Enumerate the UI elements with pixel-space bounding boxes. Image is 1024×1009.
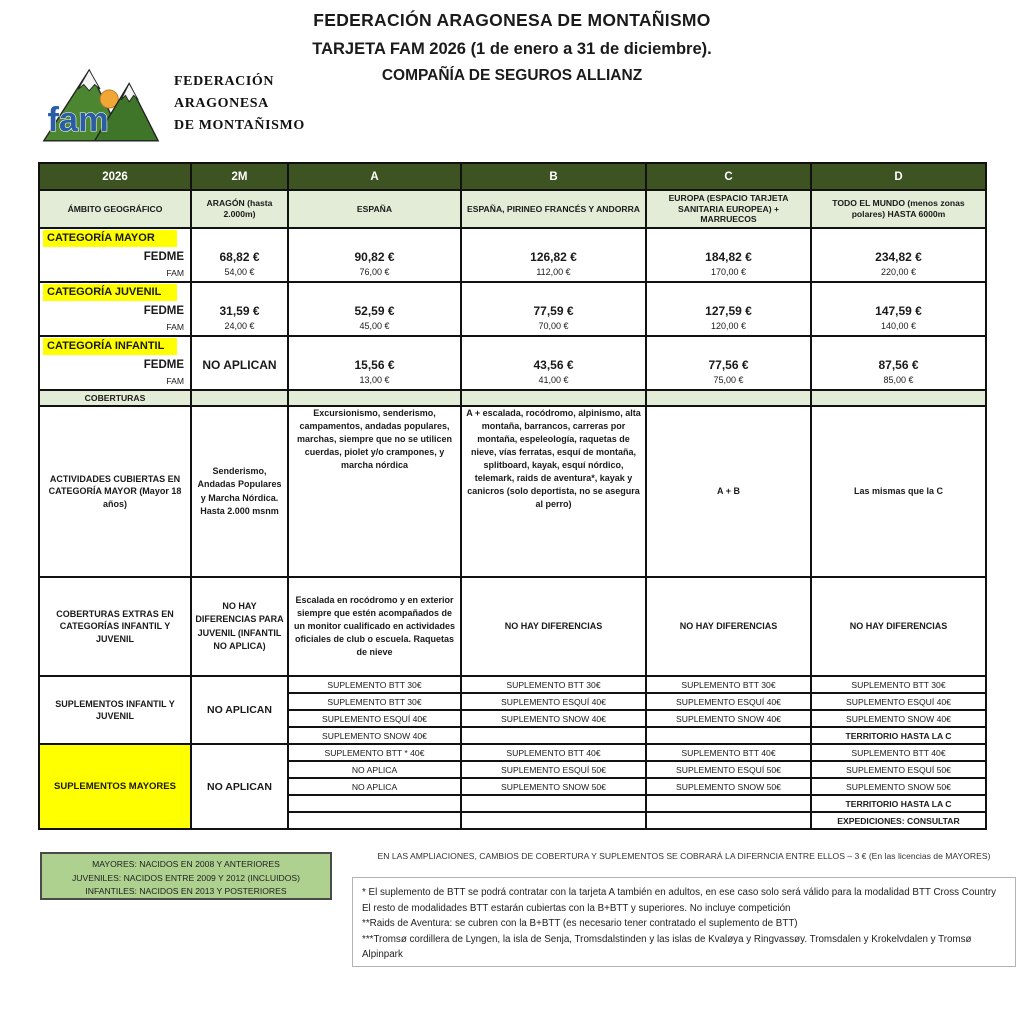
supl-cell: SUPLEMENTO BTT 40€ [811,744,986,761]
supl-mayores-label: SUPLEMENTOS MAYORES [39,744,191,829]
supl-cell: SUPLEMENTO ESQUÍ 50€ [811,761,986,778]
supl-cell [461,812,646,829]
supl-cell: SUPLEMENTO BTT 40€ [646,744,811,761]
extras-label: COBERTURAS EXTRAS EN CATEGORÍAS INFANTIL Y JUVENIL [39,577,191,676]
mountain-logo-icon [42,62,160,146]
supl-cell: SUPLEMENTO BTT 30€ [646,676,811,693]
price-cell: 77,59 € 70,00 € [461,282,646,336]
extras-a: Escalada en rocódromo y en exterior siempre que estén acompañados de un monitor cualificado en actividades oficiales de club o escuela. Raquetas de nieve [288,577,461,676]
supl-cell: SUPLEMENTO ESQUÍ 50€ [646,761,811,778]
age-line-juveniles: JUVENILES: NACIDOS ENTRE 2009 Y 2012 (INCLUIDOS) [72,872,300,883]
supl-cell: SUPLEMENTO SNOW 50€ [646,778,811,795]
fam-label: FAM [166,322,184,332]
supl-mayores-2m: NO APLICAN [191,744,288,829]
actividades-label: ACTIVIDADES CUBIERTAS EN CATEGORÍA MAYOR (Mayor 18 años) [39,406,191,577]
supl-cell: SUPLEMENTO SNOW 50€ [811,778,986,795]
categoria-infantil-row [39,336,986,390]
supl-cell: SUPLEMENTO SNOW 40€ [288,727,461,744]
category-cell [39,336,191,390]
supl-cell: SUPLEMENTO BTT * 40€ [288,744,461,761]
supl-mayores-row [39,744,986,761]
price-cell: 147,59 € 140,00 € [811,282,986,336]
footnote-btt: * El suplemento de BTT se podrá contratar con la tarjeta A también en adultos, en ese caso solo será válido para la modalidad BTT Cross Country [362,887,997,898]
price-cell: 77,56 € 75,00 € [646,336,811,390]
price-cell: 43,56 € 41,00 € [461,336,646,390]
category-label: CATEGORÍA MAYOR [43,230,177,247]
age-line-mayores: MAYORES: NACIDOS EN 2008 Y ANTERIORES [92,859,280,869]
category-cell [39,282,191,336]
ambito-2m: ARAGÓN (hasta 2.000m) [206,198,273,219]
fedme-label: FEDME [143,305,184,317]
col-year: 2026 [39,163,191,190]
footnote-raids: **Raids de Aventura: se cubren con la B+BTT (es necesario tener contratado el suplemento de BTT) [362,918,798,929]
actividades-2m: Senderismo, Andadas Populares y Marcha Nórdica. Hasta 2.000 msnm [191,406,288,577]
supl-infantil-label: SUPLEMENTOS INFANTIL Y JUVENIL [39,676,191,744]
supl-cell [461,795,646,812]
fedme-label: FEDME [143,251,184,263]
logo-org-name: FEDERACIÓN ARAGONESA DE MONTAÑISMO [174,74,305,133]
insurer-line: COMPAÑÍA DE SEGUROS ALLIANZ [381,67,643,84]
supl-cell: SUPLEMENTO BTT 30€ [461,676,646,693]
col-2m: 2M [191,163,288,190]
col-c: C [646,163,811,190]
actividades-a: Excursionismo, senderismo, campamentos, andadas populares, marchas, siempre que no se utilicen cuerdas, piolet y/o crampones, y marcha nórdica [288,406,461,577]
col-a: A [288,163,461,190]
coberturas-extras-row [39,577,986,676]
supl-cell [646,795,811,812]
supl-cell: NO APLICA [288,778,461,795]
supl-infantil-2m: NO APLICAN [191,676,288,744]
supl-cell: SUPLEMENTO SNOW 40€ [646,710,811,727]
supl-cell: SUPLEMENTO ESQUÍ 40€ [288,710,461,727]
supl-cell: SUPLEMENTO ESQUÍ 50€ [461,761,646,778]
supl-cell: NO APLICA [288,761,461,778]
supl-cell [646,727,811,744]
supl-cell: TERRITORIO HASTA LA C [811,727,986,744]
price-cell: NO APLICAN [191,336,288,390]
fedme-label: FEDME [143,359,184,371]
actividades-c: A + B [646,406,811,577]
supl-cell: SUPLEMENTO BTT 30€ [288,693,461,710]
category-label: CATEGORÍA INFANTIL [43,338,177,355]
extras-d: NO HAY DIFERENCIAS [811,577,986,676]
actividades-d: Las mismas que la C [811,406,986,577]
ambito-d: TODO EL MUNDO (menos zonas polares) HASTA 6000m [832,198,965,219]
col-d: D [811,163,986,190]
categoria-mayor-row [39,228,986,282]
pricing-table [38,162,987,830]
supl-cell: SUPLEMENTO ESQUÍ 40€ [646,693,811,710]
fam-label: FAM [166,268,184,278]
price-cell: 15,56 € 13,00 € [288,336,461,390]
price-cell: 234,82 € 220,00 € [811,228,986,282]
supl-infantil-row [39,676,986,693]
price-cell: 184,82 € 170,00 € [646,228,811,282]
supl-cell: SUPLEMENTO SNOW 50€ [461,778,646,795]
ambito-c: EUROPA (ESPACIO TARJETA SANITARIA EUROPEA) + MARRUECOS [668,192,789,225]
age-line-infantiles: INFANTILES: NACIDOS EN 2013 Y POSTERIORES [85,886,287,896]
supl-cell [461,727,646,744]
price-cell: 126,82 € 112,00 € [461,228,646,282]
age-categories-box [40,852,332,900]
supl-cell [288,812,461,829]
coberturas-label: COBERTURAS [84,393,146,403]
table-header-row [39,163,986,190]
actividades-row [39,406,986,577]
supl-cell: SUPLEMENTO SNOW 40€ [811,710,986,727]
supl-cell: SUPLEMENTO ESQUÍ 40€ [461,693,646,710]
footnotes-box [352,877,1016,967]
fam-label: FAM [166,376,184,386]
price-cell: 127,59 € 120,00 € [646,282,811,336]
price-cell: 90,82 € 76,00 € [288,228,461,282]
coberturas-divider-row [39,390,986,406]
supl-cell: SUPLEMENTO BTT 30€ [288,676,461,693]
ambito-label: ÁMBITO GEOGRÁFICO [67,203,163,214]
category-cell [39,228,191,282]
price-cell: 52,59 € 45,00 € [288,282,461,336]
supl-cell: SUPLEMENTO BTT 30€ [811,676,986,693]
page-title: FEDERACIÓN ARAGONESA DE MONTAÑISMO [313,10,711,30]
ambito-row [39,190,986,228]
supl-cell: SUPLEMENTO SNOW 40€ [461,710,646,727]
page-subtitle: TARJETA FAM 2026 (1 de enero a 31 de diciembre). [312,40,712,58]
extras-c: NO HAY DIFERENCIAS [646,577,811,676]
footnote-tromso: ***Tromsø cordillera de Lyngen, la isla de Senja, Tromsdalstinden y las islas de Kvaløya y Ringvassøy. Tromsdalen y Krokelvdalen y Tromsø Alpinpark [362,933,972,960]
supl-cell: TERRITORIO HASTA LA C [811,795,986,812]
fam-logo [42,62,305,146]
ambito-a: ESPAÑA [356,203,393,214]
categoria-juvenil-row [39,282,986,336]
price-cell: 31,59 € 24,00 € [191,282,288,336]
logo-acronym: fam [47,100,109,139]
extras-2m: NO HAY DIFERENCIAS PARA JUVENIL (INFANTIL NO APLICA) [191,577,288,676]
price-cell: 87,56 € 85,00 € [811,336,986,390]
extras-b: NO HAY DIFERENCIAS [461,577,646,676]
ambito-b: ESPAÑA, PIRINEO FRANCÉS Y ANDORRA [466,203,640,214]
ampliaciones-note: EN LAS AMPLIACIONES, CAMBIOS DE COBERTURA Y SUPLEMENTOS SE COBRARÁ LA DIFERNCIA ENTRE ELLOS – 3 € (En las licencias de MAYORES) [377,851,991,861]
actividades-b: A + escalada, rocódromo, alpinismo, alta montaña, barrancos, carreras por montaña, espeleología, raquetas de nieve, vías ferratas, esquí de montaña, splitboard, kayak, esquí nórdico, telemark, raids de aventura*, kayak y canicros (solo deportista, no se asegura al perro) [461,406,646,577]
footnote-btt-2: El resto de modalidades BTT estarán cubiertas con la B+BTT y superiores. No incluye competición [362,902,791,914]
supl-cell [288,795,461,812]
supl-cell: SUPLEMENTO BTT 40€ [461,744,646,761]
price-cell: 68,82 € 54,00 € [191,228,288,282]
category-label: CATEGORÍA JUVENIL [43,284,177,301]
supl-cell [646,812,811,829]
supl-cell: SUPLEMENTO ESQUÍ 40€ [811,693,986,710]
col-b: B [461,163,646,190]
supl-cell: EXPEDICIONES: CONSULTAR [811,812,986,829]
